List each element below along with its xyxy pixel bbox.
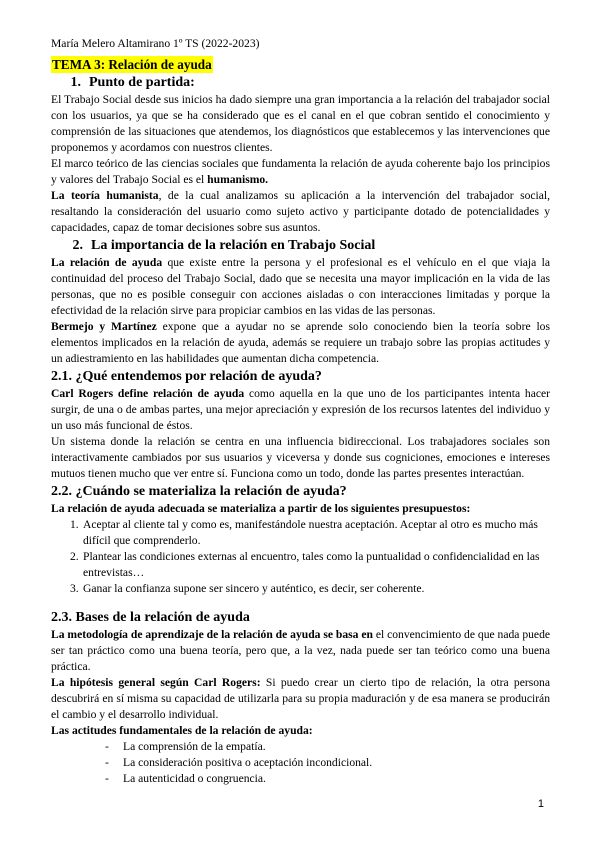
section-2-paragraph-2: Bermejo y Martínez expone que a ayudar no se aprende solo conociendo bien la teoría sobre los elementos implicados en la relación de ayuda, además se requiere un trabajo sobre las propias actitudes y un adiestramiento en las habilidades que aumentan dicha competencia. [51, 320, 550, 365]
page-number: 1 [537, 798, 544, 810]
section-1-paragraph-3: La teoría humanista, de la cual analizamos su aplicación a la intervención del trabajador social, resaltando la consideración del usuario como sujeto activo y participante dotado de potencialidades y capacidades, capaz de tomar decisiones sobre sus asuntos. [51, 189, 551, 234]
section-2-paragraph-1: La relación de ayuda que existe entre la persona y el profesional es el vehículo en el que viaja la continuidad del proceso del Trabajo Social, dado que se necesita una mayor implicación en la vida de las personas, que no es posible conseguir con acciones aisladas o con interacciones limitadas y porque la efectividad de la relación sirve para propiciar cambios en las vidas de las personas. [51, 256, 550, 317]
section-2-2-heading: 2.2. ¿Cuándo se materializa la relación de ayuda? [51, 484, 347, 499]
list-item: - La comprensión de la empatía. [105, 740, 266, 753]
tema-title: TEMA 3: Relación de ayuda [52, 57, 212, 72]
list-item: 1. Aceptar al cliente tal y como es, manifestándole nuestra aceptación. Aceptar al otro es mucho más difícil que comprenderlo. [70, 518, 538, 547]
section-2-3-paragraph-2: La hipótesis general según Carl Rogers: Si puedo crear un cierto tipo de relación, la otra persona descubrirá en sí misma su capacidad de utilizarla para su propia maduración y de esa manera se producirán el cambio y el desarrollo individual. [51, 676, 550, 721]
list-item: - La consideración positiva o aceptación incondicional. [105, 756, 373, 769]
list-item: 3. Ganar la confianza supone ser sincero y auténtico, es decir, ser coherente. [70, 582, 425, 595]
section-2-2-intro: La relación de ayuda adecuada se materializa a partir de los siguientes presupuestos: [51, 502, 471, 515]
section-1-heading: 1. Punto de partida: [70, 75, 195, 90]
section-2-3-heading: 2.3. Bases de la relación de ayuda [51, 610, 250, 625]
attitudes-title: Las actitudes fundamentales de la relación de ayuda: [51, 724, 313, 737]
section-2-3-paragraph-1: La metodología de aprendizaje de la relación de ayuda se basa en el convencimiento de que nada puede ser tan práctico como una buena teoría, pero que, a la vez, nada puede ser tan teórico como una buena práctica. [51, 628, 551, 673]
presupuestos-list [51, 517, 550, 597]
section-2-heading: 2. La importancia de la relación en Trabajo Social [72, 238, 376, 253]
section-2-1-paragraph-1: Carl Rogers define relación de ayuda como aquella en la que uno de los participantes intenta hacer surgir, de una o de ambas partes, una mejor apreciación y expresión de los recursos latentes del individuo y un uso más funcional de éstos. [51, 387, 550, 432]
page-content [51, 36, 550, 787]
section-2-1-heading: 2.1. ¿Qué entendemos por relación de ayuda? [51, 369, 322, 384]
list-item: 2. Plantear las condiciones externas al encuentro, tales como la puntualidad o confidencialidad en las entrevistas… [70, 550, 540, 579]
list-item: - La autenticidad o congruencia. [105, 772, 266, 785]
attitudes-list [51, 739, 550, 787]
section-1-paragraph-1: El Trabajo Social desde sus inicios ha dado siempre una gran importancia a la relación del trabajador social con los usuarios, ya que se ha considerado que es el canal en el que cobran sentido el conocimiento y comprensión de las situaciones que atendemos, los diagnósticos que establecemos y las intervenciones que proponemos y acordamos con nuestros clientes. [51, 93, 550, 154]
section-2-1-paragraph-2: Un sistema donde la relación se centra en una influencia bidireccional. Los trabajadores sociales son interactivamente cambiados por sus usuarios y viceversa y donde sus cogniciones, emociones e intereses mutuos tienen mucho que ver entre sí. Funciona como un todo, donde las partes presentes interactúan. [51, 435, 550, 480]
author-header: María Melero Altamirano 1º TS (2022-2023) [51, 37, 260, 50]
section-1-paragraph-2: El marco teórico de las ciencias sociales que fundamenta la relación de ayuda coherente bajo los principios y valores del Trabajo Social es el humanismo. [51, 157, 550, 186]
